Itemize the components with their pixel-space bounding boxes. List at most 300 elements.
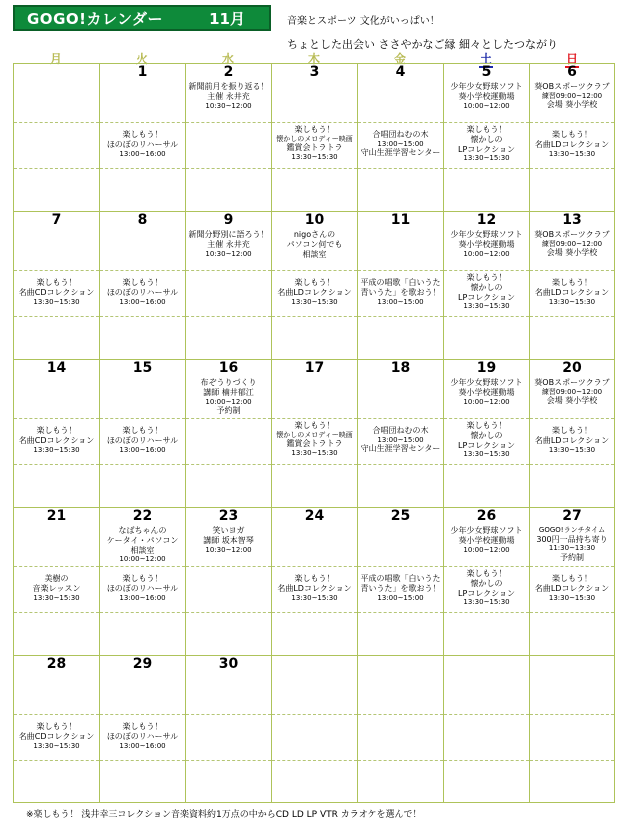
tagline-1: 音楽とスポーツ 文化がいっぱい！ (287, 16, 440, 27)
cell-divider (272, 270, 357, 271)
day-cell (357, 655, 443, 803)
event-line: 練習09:00~12:00 (541, 239, 603, 248)
morning-event (186, 82, 271, 110)
event-line: 10:30~12:00 (205, 249, 252, 258)
afternoon-event (100, 722, 185, 750)
event-line: 少年少女野球ソフト (450, 526, 523, 535)
cell-divider (272, 612, 357, 613)
footer-note: ※楽しもう！ 浅井幸三コレクション音楽資料約1万点の中からCD LD LP VTR カラオケを選んで！ (26, 810, 422, 820)
weekday-wed: 水 (221, 52, 234, 66)
afternoon-event (100, 278, 185, 306)
afternoon-event (100, 130, 185, 158)
event-line: 少年少女野球ソフト (450, 378, 523, 387)
cell-divider (14, 316, 99, 317)
day-number: 5 (481, 64, 492, 80)
day-number: 27 (562, 508, 582, 524)
cell-divider (358, 566, 443, 567)
event-line: 葵OBスポーツクラブ (534, 230, 610, 239)
cell-divider (444, 418, 529, 419)
morning-event (186, 526, 271, 554)
event-line: 少年少女野球ソフト (450, 82, 523, 91)
calendar-week (13, 63, 617, 211)
cell-divider (358, 168, 443, 169)
day-number: 2 (223, 64, 234, 80)
event-line: 布ぞうりづくり (200, 378, 257, 387)
event-line: 13:30~15:30 (463, 450, 510, 459)
event-line: 13:30~15:30 (291, 153, 338, 162)
day-number: 8 (137, 212, 148, 228)
morning-event (530, 230, 614, 258)
day-cell (99, 359, 185, 507)
event-line: 10:30~12:00 (205, 101, 252, 110)
event-line: 懐かしのメロディー映画 (276, 134, 353, 143)
event-line: ほのぼのリハーサル (106, 731, 179, 741)
afternoon-event (272, 125, 357, 162)
day-number: 1 (137, 64, 148, 80)
event-line: 13:30~15:30 (548, 149, 596, 158)
day-cell (185, 507, 271, 655)
event-line: 楽しもう！ (466, 273, 507, 282)
event-line: 鑑賞会トラトラ (286, 439, 343, 449)
calendar-title: GOGO!カレンダー (27, 9, 163, 28)
morning-event (530, 378, 614, 406)
morning-event (186, 230, 271, 258)
tagline-2: ちょとした出会い ささやかなご縁 細々としたつながり (287, 38, 558, 51)
afternoon-event (272, 421, 357, 458)
event-line: 主催 永井充 (207, 239, 250, 249)
afternoon-event (358, 426, 443, 454)
day-cell (271, 507, 357, 655)
event-line: 名曲LDコレクション (534, 139, 610, 149)
event-line: 合唱団ねむの木 (372, 130, 429, 139)
cell-divider (444, 714, 529, 715)
event-line: 会場 葵小学校 (546, 396, 598, 406)
cell-divider (530, 760, 614, 761)
cell-divider (358, 122, 443, 123)
afternoon-event (272, 278, 357, 306)
event-line: ほのぼのリハーサル (106, 287, 179, 297)
event-line: 13:00~16:00 (119, 741, 166, 750)
cell-divider (444, 122, 529, 123)
cell-divider (186, 418, 271, 419)
afternoon-event (530, 278, 614, 306)
event-line: 主催 永井充 (207, 91, 250, 101)
day-cell (185, 655, 271, 803)
calendar-title-box (13, 5, 271, 31)
event-line: 楽しもう！ (466, 125, 507, 134)
day-cell (443, 507, 529, 655)
afternoon-event (100, 574, 185, 602)
event-line: 葵小学校運動場 (458, 239, 515, 249)
cell-divider (530, 714, 614, 715)
afternoon-event (14, 278, 99, 306)
event-line: 懐かしの (470, 430, 503, 440)
afternoon-event (444, 569, 529, 607)
day-cell (13, 507, 99, 655)
cell-divider (530, 122, 614, 123)
event-line: 葵小学校運動場 (458, 387, 515, 397)
event-line: 楽しもう！ (36, 426, 77, 435)
morning-event (530, 82, 614, 110)
cell-divider (444, 168, 529, 169)
event-line: LPコレクション (458, 144, 515, 154)
event-line: LPコレクション (458, 440, 515, 450)
cell-divider (358, 612, 443, 613)
cell-divider (14, 464, 99, 465)
day-cell (529, 63, 615, 211)
afternoon-event (358, 130, 443, 158)
cell-divider (272, 168, 357, 169)
cell-divider (272, 760, 357, 761)
day-number: 24 (304, 508, 325, 524)
day-number: 17 (304, 360, 325, 376)
cell-divider (530, 612, 614, 613)
day-cell (357, 507, 443, 655)
event-line: 守山生涯学習センター (360, 444, 441, 454)
event-line: 楽しもう！ (466, 569, 507, 578)
calendar-week (13, 655, 617, 803)
weekday-fri: 金 (393, 52, 406, 66)
morning-event (272, 230, 357, 259)
day-cell (185, 63, 271, 211)
day-number: 12 (476, 212, 497, 228)
event-line: 300円一品持ち寄り (536, 534, 608, 544)
cell-divider (358, 760, 443, 761)
cell-divider (358, 418, 443, 419)
cell-divider (530, 566, 614, 567)
event-line: 楽しもう！ (294, 278, 335, 287)
day-number: 25 (390, 508, 411, 524)
day-number: 16 (218, 360, 239, 376)
cell-divider (14, 566, 99, 567)
day-cell (529, 359, 615, 507)
event-line: 楽しもう！ (122, 722, 163, 731)
event-line: なばちゃんの (118, 526, 167, 535)
calendar-week (13, 359, 617, 507)
event-line: 楽しもう！ (466, 421, 507, 430)
event-line: 10:00~12:00 (463, 397, 510, 406)
event-line: 懐かしの (470, 578, 503, 588)
afternoon-event (272, 574, 357, 602)
event-line: LPコレクション (458, 588, 515, 598)
cell-divider (186, 316, 271, 317)
day-number: 9 (223, 212, 234, 228)
day-cell (443, 211, 529, 359)
event-line: 13:00~16:00 (119, 149, 166, 158)
morning-event (186, 378, 271, 416)
weekday-mon: 月 (49, 52, 62, 66)
cell-divider (14, 612, 99, 613)
event-line: 名曲LDコレクション (534, 583, 610, 593)
event-line: 楽しもう！ (552, 574, 592, 583)
event-line: 練習09:00~12:00 (541, 91, 603, 100)
day-number: 28 (46, 656, 67, 672)
cell-divider (186, 612, 271, 613)
morning-event (444, 230, 529, 258)
event-line: 青いうた」を歌おう！ (360, 583, 441, 593)
event-line: 10:00~12:00 (119, 555, 166, 564)
event-line: 楽しもう！ (552, 278, 592, 287)
day-cell (271, 359, 357, 507)
day-cell (443, 359, 529, 507)
event-line: 楽しもう！ (294, 574, 335, 583)
event-line: 予約制 (216, 406, 241, 416)
event-line: 名曲CDコレクション (18, 435, 95, 445)
cell-divider (530, 270, 614, 271)
event-line: 13:00~16:00 (119, 593, 166, 602)
day-cell (357, 63, 443, 211)
weekday-header (13, 50, 617, 64)
event-line: 懐かしの (470, 282, 503, 292)
event-line: 会場 葵小学校 (546, 248, 598, 258)
event-line: 新聞分野別に語ろう！ (188, 230, 269, 239)
day-cell (271, 655, 357, 803)
event-line: ほのぼのリハーサル (106, 139, 179, 149)
cell-divider (358, 270, 443, 271)
cell-divider (530, 464, 614, 465)
calendar-grid (13, 63, 617, 805)
cell-divider (272, 714, 357, 715)
event-line: nigoさんの (293, 230, 336, 239)
event-line: 10:00~12:00 (463, 101, 510, 110)
event-line: 懐かしのメロディー映画 (276, 430, 353, 439)
cell-divider (272, 316, 357, 317)
event-line: 13:30~15:30 (33, 445, 80, 454)
day-number: 3 (309, 64, 320, 80)
cell-divider (186, 760, 271, 761)
event-line: 平成の唱歌「白いうた (360, 574, 441, 583)
event-line: 楽しもう！ (294, 421, 335, 430)
event-line: 楽しもう！ (122, 574, 163, 583)
event-line: 音楽レッスン (32, 583, 81, 593)
weekday-sat: 土 (479, 52, 492, 66)
day-number: 11 (390, 212, 411, 228)
morning-event (530, 526, 614, 563)
cell-divider (100, 714, 185, 715)
day-cell (185, 359, 271, 507)
event-line: 新聞前月を振り返る！ (188, 82, 269, 91)
event-line: 名曲CDコレクション (18, 731, 95, 741)
event-line: 13:30~15:30 (548, 297, 596, 306)
cell-divider (358, 714, 443, 715)
day-cell (13, 359, 99, 507)
afternoon-event (14, 574, 99, 602)
cell-divider (272, 464, 357, 465)
day-number: 10 (304, 212, 325, 228)
cell-divider (100, 316, 185, 317)
day-cell (99, 507, 185, 655)
cell-divider (444, 612, 529, 613)
day-cell (99, 655, 185, 803)
cell-divider (100, 760, 185, 761)
day-number: 22 (132, 508, 153, 524)
event-line: 11:30~13:30 (548, 544, 596, 553)
day-cell (443, 655, 529, 803)
afternoon-event (358, 278, 443, 306)
event-line: 葵OBスポーツクラブ (534, 378, 610, 387)
event-line: 名曲CDコレクション (18, 287, 95, 297)
event-line: 会場 葵小学校 (546, 100, 598, 110)
event-line: ケータイ・パソコン (106, 535, 179, 545)
cell-divider (444, 464, 529, 465)
event-line: 13:30~15:30 (33, 297, 80, 306)
cell-divider (186, 566, 271, 567)
event-line: 13:30~15:30 (548, 593, 596, 602)
event-line: 13:30~15:30 (463, 598, 510, 607)
event-line: 楽しもう！ (122, 278, 163, 287)
cell-divider (444, 566, 529, 567)
day-cell (443, 63, 529, 211)
event-line: 13:30~15:30 (33, 593, 80, 602)
event-line: 楽しもう！ (36, 722, 77, 731)
event-line: 相談室 (302, 249, 327, 259)
cell-divider (14, 418, 99, 419)
event-line: 葵小学校運動場 (458, 91, 515, 101)
afternoon-event (530, 130, 614, 158)
event-line: 13:30~15:30 (463, 302, 510, 311)
event-line: 葵OBスポーツクラブ (534, 82, 610, 91)
day-cell (357, 359, 443, 507)
day-number: 19 (476, 360, 497, 376)
event-line: 楽しもう！ (552, 426, 592, 435)
day-cell (529, 211, 615, 359)
event-line: 13:00~15:00 (377, 593, 424, 602)
cell-divider (186, 714, 271, 715)
cell-divider (272, 122, 357, 123)
event-line: 13:30~15:30 (291, 593, 338, 602)
cell-divider (14, 270, 99, 271)
cell-divider (272, 418, 357, 419)
cell-divider (186, 270, 271, 271)
cell-divider (14, 760, 99, 761)
event-line: 13:30~15:30 (291, 449, 338, 458)
cell-divider (358, 464, 443, 465)
calendar-month: 11月 (209, 9, 245, 28)
cell-divider (100, 566, 185, 567)
event-line: 10:00~12:00 (463, 249, 510, 258)
weekday-thu: 木 (307, 52, 320, 66)
cell-divider (272, 566, 357, 567)
cell-divider (100, 612, 185, 613)
afternoon-event (444, 125, 529, 163)
event-line: 名曲LDコレクション (534, 287, 610, 297)
cell-divider (14, 714, 99, 715)
event-line: 13:00~16:00 (119, 445, 166, 454)
morning-event (444, 82, 529, 110)
event-line: 青いうた」を歌おう！ (360, 287, 441, 297)
cell-divider (100, 270, 185, 271)
cell-divider (14, 122, 99, 123)
calendar-week (13, 211, 617, 359)
event-line: 楽しもう！ (36, 278, 77, 287)
day-number: 14 (46, 360, 67, 376)
cell-divider (100, 418, 185, 419)
event-line: 13:30~15:30 (463, 154, 510, 163)
event-line: 楽しもう！ (552, 130, 592, 139)
day-cell (271, 211, 357, 359)
event-line: 懐かしの (470, 134, 503, 144)
event-line: 楽しもう！ (294, 125, 335, 134)
event-line: 相談室 (130, 545, 155, 555)
event-line: 平成の唱歌「白いうた (360, 278, 441, 287)
event-line: 13:00~16:00 (119, 297, 166, 306)
cell-divider (444, 760, 529, 761)
event-line: 13:00~15:00 (377, 435, 424, 444)
event-line: 13:30~15:30 (291, 297, 338, 306)
cell-divider (186, 168, 271, 169)
event-line: 守山生涯学習センター (360, 148, 441, 158)
afternoon-event (14, 426, 99, 454)
event-line: 13:30~15:30 (33, 741, 80, 750)
day-number: 21 (46, 508, 67, 524)
cell-divider (444, 316, 529, 317)
day-cell (529, 655, 615, 803)
event-line: 鑑賞会トラトラ (286, 143, 343, 153)
day-number: 20 (562, 360, 582, 376)
cell-divider (100, 464, 185, 465)
day-number: 30 (218, 656, 239, 672)
event-line: パソコン何でも (286, 239, 343, 249)
event-line: 名曲LDコレクション (277, 287, 352, 297)
event-line: 美樹の (44, 574, 69, 583)
day-number: 15 (132, 360, 153, 376)
day-cell (13, 655, 99, 803)
cell-divider (186, 464, 271, 465)
weekday-sun: 日 (565, 52, 578, 66)
day-cell (529, 507, 615, 655)
cell-divider (530, 168, 614, 169)
afternoon-event (358, 574, 443, 602)
event-line: 笑いヨガ (212, 526, 245, 535)
cell-divider (358, 316, 443, 317)
day-number: 29 (132, 656, 153, 672)
cell-divider (186, 122, 271, 123)
event-line: 13:30~15:30 (548, 445, 596, 454)
event-line: 練習09:00~12:00 (541, 387, 603, 396)
event-line: 楽しもう！ (122, 426, 163, 435)
day-cell (185, 211, 271, 359)
cell-divider (100, 122, 185, 123)
day-cell (357, 211, 443, 359)
event-line: 10:30~12:00 (205, 545, 252, 554)
cell-divider (530, 418, 614, 419)
day-cell (13, 211, 99, 359)
event-line: 講師 楠井郁江 (203, 387, 254, 397)
event-line: 名曲LDコレクション (277, 583, 352, 593)
day-cell (99, 63, 185, 211)
event-line: 合唱団ねむの木 (372, 426, 429, 435)
day-number: 23 (218, 508, 239, 524)
cell-divider (530, 316, 614, 317)
afternoon-event (530, 574, 614, 602)
day-number: 4 (395, 64, 406, 80)
cell-divider (100, 168, 185, 169)
event-line: GOGO!ランチタイム (538, 526, 606, 534)
event-line: 予約制 (560, 552, 584, 562)
event-line: ほのぼのリハーサル (106, 583, 179, 593)
afternoon-event (530, 426, 614, 454)
event-line: 楽しもう！ (122, 130, 163, 139)
afternoon-event (444, 421, 529, 459)
afternoon-event (444, 273, 529, 311)
event-line: 10:00~12:00 (463, 545, 510, 554)
afternoon-event (100, 426, 185, 454)
day-number: 13 (562, 212, 582, 228)
event-line: 講師 坂本智琴 (203, 535, 254, 545)
event-line: 10:00~12:00 (205, 397, 252, 406)
day-cell (99, 211, 185, 359)
morning-event (444, 378, 529, 406)
